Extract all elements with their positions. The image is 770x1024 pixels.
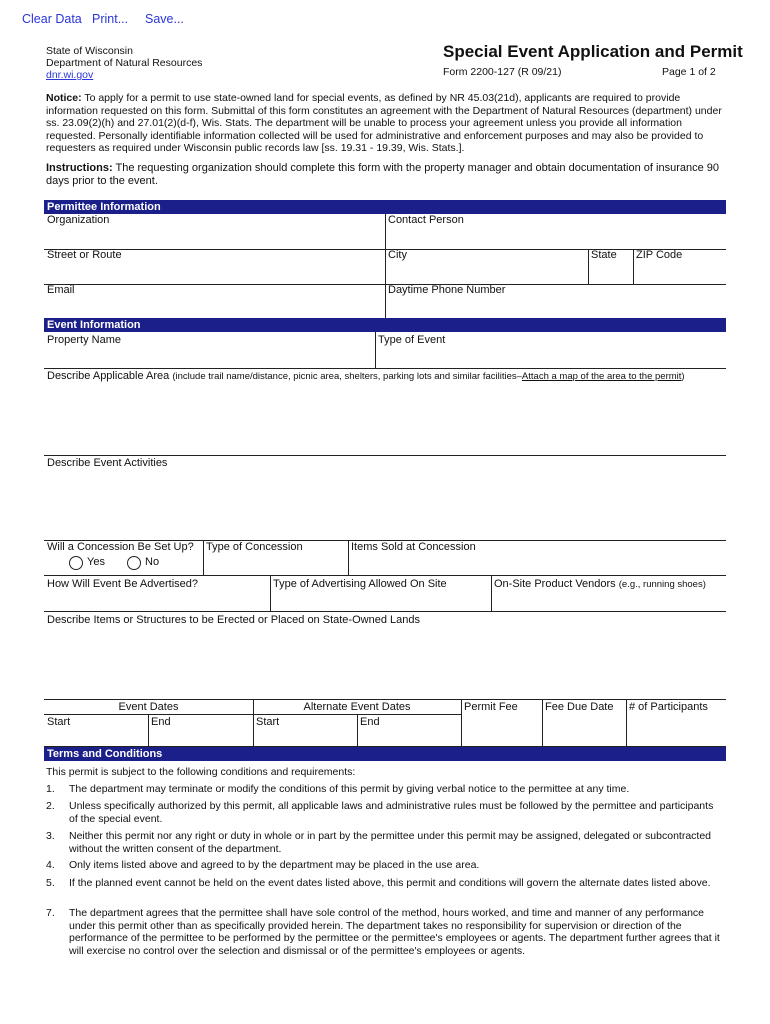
state-label: State	[591, 249, 617, 261]
concession-no-radio[interactable]	[127, 556, 141, 570]
city-label: City	[388, 249, 407, 261]
event-dates-label: Event Dates	[118, 701, 179, 713]
website-link[interactable]: dnr.wi.gov	[46, 69, 94, 81]
advertising-type-field[interactable]	[271, 592, 490, 610]
concession-yes-radio[interactable]	[69, 556, 83, 570]
city-field[interactable]	[386, 263, 586, 283]
fee-due-field[interactable]	[543, 716, 625, 745]
instructions-paragraph	[46, 162, 726, 188]
event-type-field[interactable]	[376, 348, 726, 367]
department-name: Department of Natural Resources	[46, 57, 203, 69]
event-start-field[interactable]	[44, 729, 147, 745]
event-end-label: End	[151, 716, 171, 728]
zip-field[interactable]	[634, 263, 726, 283]
items-sold-field[interactable]	[349, 555, 726, 574]
structures-label: Describe Items or Structures to be Erected or Placed on State-Owned Lands	[47, 614, 420, 626]
email-field[interactable]	[44, 298, 384, 318]
notice-label: Notice:	[46, 92, 82, 104]
form-number: Form 2200-127 (R 09/21)	[443, 66, 562, 78]
page-title: Special Event Application and Permit	[443, 42, 743, 61]
contact-person-label: Contact Person	[388, 214, 464, 226]
event-type-label: Type of Event	[378, 334, 446, 346]
alt-start-field[interactable]	[254, 729, 356, 745]
event-activities-label: Describe Event Activities	[47, 457, 168, 469]
organization-label: Organization	[47, 214, 110, 226]
concession-yes-label: Yes	[87, 556, 105, 568]
event-activities-field[interactable]	[44, 471, 726, 539]
participants-field[interactable]	[627, 716, 726, 745]
state-field[interactable]	[589, 263, 632, 283]
participants-label: # of Participants	[629, 701, 708, 713]
applicable-area-field[interactable]	[44, 384, 726, 454]
clear-data-button[interactable]: Clear Data	[22, 12, 82, 26]
advertised-label: How Will Event Be Advertised?	[47, 578, 199, 590]
alt-end-label: End	[360, 716, 380, 728]
property-name-field[interactable]	[44, 348, 374, 367]
permit-fee-label: Permit Fee	[464, 701, 518, 713]
save-button[interactable]: Save...	[145, 12, 184, 26]
alt-start-label: Start	[256, 716, 280, 728]
contact-person-field[interactable]	[386, 228, 726, 248]
street-field[interactable]	[44, 263, 384, 283]
items-sold-label: Items Sold at Concession	[351, 541, 476, 553]
fee-due-label: Fee Due Date	[545, 701, 614, 713]
notice-text: To apply for a permit to use state-owned land for special events, as defined by NR 45.03(21d), applicants are required to provide information requested on this form. Submittal of this form constitutes an agreement with the Department of Natural Resources (department) under ss. 23.09(2)(h) and 27.01(2)(d-f), Wis. Stats. The department will be unable to process your agreement unless you provide all information requested. Personally identifiable information collected will be used for administrative and enforcement purposes and may also be provided to requesters as required under Wisconsin public records law [ss. 19.31 - 19.39, Wis. Stats.].	[46, 92, 722, 155]
advertising-type-label: Type of Advertising Allowed On Site	[273, 578, 447, 590]
vendors-field[interactable]	[492, 592, 726, 610]
permit-fee-field[interactable]	[462, 716, 541, 745]
permittee-section-header: Permittee Information	[44, 200, 726, 214]
event-start-label: Start	[47, 716, 71, 728]
applicable-area-label: Describe Applicable Area (include trail name/distance, picnic area, shelters, parking lots and similar facilities–Attach a map of the area to the permit)	[47, 370, 685, 382]
street-label: Street or Route	[47, 249, 122, 261]
concession-type-field[interactable]	[204, 555, 347, 574]
alt-end-field[interactable]	[358, 729, 460, 745]
phone-field[interactable]	[386, 298, 726, 318]
instructions-label: Instructions:	[46, 162, 113, 174]
notice-paragraph	[46, 92, 726, 155]
zip-label: ZIP Code	[636, 249, 683, 261]
instructions-text: The requesting organization should complete this form with the property manager and obtain documentation of insurance 90 days prior to the event.	[46, 162, 720, 187]
property-name-label: Property Name	[47, 334, 121, 346]
concession-question-label: Will a Concession Be Set Up?	[47, 541, 194, 553]
terms-intro: This permit is subject to the following conditions and requirements:	[46, 766, 356, 778]
alternate-dates-label: Alternate Event Dates	[303, 701, 411, 713]
event-end-field[interactable]	[149, 729, 252, 745]
concession-no-label: No	[145, 556, 160, 568]
state-name: State of Wisconsin	[46, 45, 133, 57]
structures-field[interactable]	[44, 628, 726, 698]
vendors-label: On-Site Product Vendors (e.g., running shoes)	[494, 578, 706, 590]
organization-field[interactable]	[44, 228, 384, 248]
concession-type-label: Type of Concession	[206, 541, 303, 553]
event-section-header: Event Information	[44, 318, 726, 332]
advertised-field[interactable]	[44, 592, 269, 610]
email-label: Email	[47, 284, 75, 296]
page-number: Page 1 of 2	[662, 66, 716, 78]
phone-label: Daytime Phone Number	[388, 284, 506, 296]
terms-section-header: Terms and Conditions	[44, 747, 726, 761]
print-button[interactable]: Print...	[92, 12, 129, 26]
